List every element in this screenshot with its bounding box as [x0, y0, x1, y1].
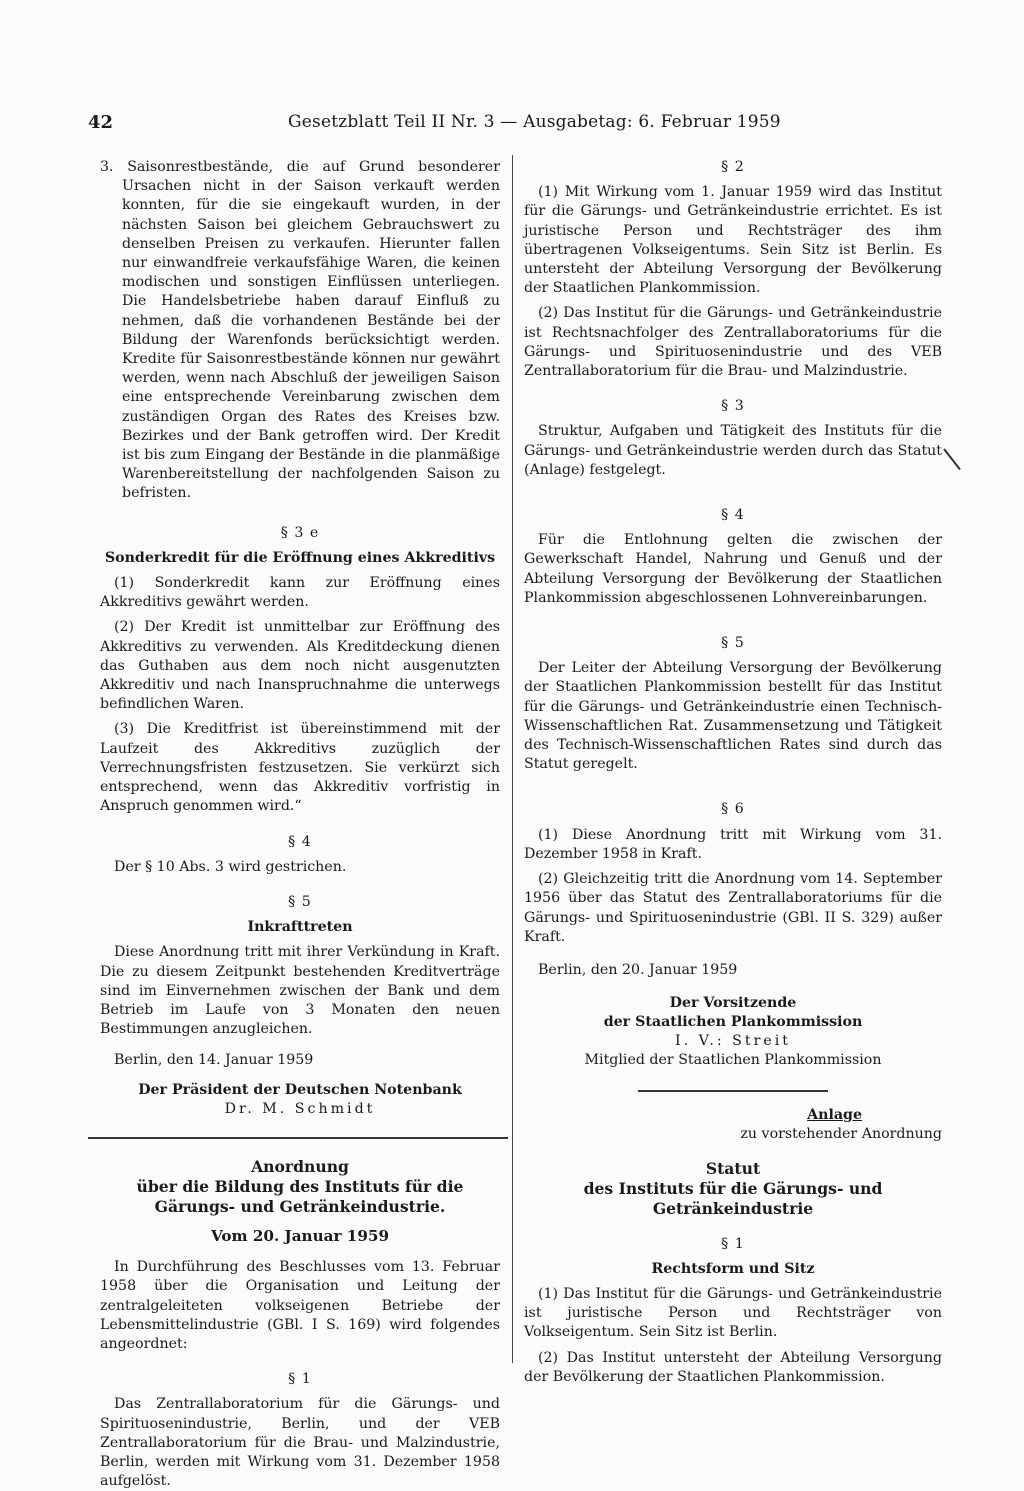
ordinance-title-line-2: über die Bildung des Instituts für die [136, 1176, 464, 1196]
section-2-heading: § 2 [721, 159, 745, 175]
statute-para-1: (1) Das Institut für die Gärungs- und Getränkeindustrie ist juristische Person und Rechtsträger von Volkseigentum. Sein Sitz ist Berlin. [524, 1285, 942, 1341]
ordinance-title-line-1: Anordnung [251, 1156, 349, 1176]
section-5-title: Inkrafttreten [247, 919, 353, 936]
ordinance-intro: In Durchführung des Beschlusses vom 13. Februar 1958 über die Organisation und Leitung der zentralgeleiteten volkseigenen Betriebe der Lebensmittelindustrie (GBl. I S. 169) wird folgendes angeordnet: [100, 1259, 500, 1352]
section-5-para: Diese Anordnung tritt mit ihrer Verkündung in Kraft. Die zu diesem Zeitpunkt bestehenden Kreditverträge sind im Einvernehmen zwischen der Bank und dem Betrieb im Laufe von 3 Monaten den neuen Bestimmungen anzugleichen. [100, 944, 500, 1038]
section-4-para: Der § 10 Abs. 3 wird gestrichen. [114, 858, 347, 875]
ordinance-date: Vom 20. Januar 1959 [210, 1226, 390, 1245]
section-3e-para-3: (3) Die Kreditfrist ist übereinstimmend mit der Laufzeit des Akkreditivs zuzüglich der Verrechnungsfristen festzusetzen. Sie verkürzt sich entsprechend, wenn das Akkreditiv vorfristig in Anspruch genommen wird.“ [100, 721, 500, 815]
statute-title-line-3: Getränkeindustrie [652, 1198, 814, 1218]
section-4-right-heading: § 4 [721, 507, 745, 524]
section-3e-title: Sonderkredit für die Eröffnung eines Akkreditivs [104, 549, 496, 566]
signer-iv: I. V.: Streit [674, 1033, 792, 1050]
page-number: 42 [88, 112, 114, 133]
annex-subtitle: zu vorstehender Anordnung [740, 1126, 942, 1143]
section-2-para-1: (1) Mit Wirkung vom 1. Januar 1959 wird das Institut für die Gärungs- und Getränkeindustrie errichtet. Es ist juristische Person und Rechtsträger des ihm übertragenen Volkseigentums. Sein Sitz ist Berlin. Es untersteht der Abteilung Versorgung der Bevölkerung der Staatlichen Plankommission. [524, 184, 942, 297]
item-3-paragraph: 3. Saisonrestbestände, die auf Grund besonderer Ursachen nicht in der Saison verkauft werden konnten, für die sie eingekauft wurden, in der nächsten Saison bei gleichem Gebrauchswert zu denselben Preisen zu verkaufen. Hierunter fallen nur einwandfreie verkaufsfähige Waren, die keinen modischen und sonstigen Einflüssen unterliegen. Die Handelsbetriebe haben darauf Einfluß zu nehmen, daß die vorhandenen Bestände bei der Bildung der Warenfonds berücksichtigt werden. Kredite für Saisonrestbestände können nur gewährt werden, wenn nach Abschluß der jeweiligen Saison eine entsprechende Vereinbarung zwischen dem zuständigen Organ des Rates des Kreises bzw. Bezirkes und der Bank getroffen wird. Der Kredit ist bis zum Eingang der Bestände in die planmäßige Warenbereitstellung der nachfolgenden Saison zu befristen. [100, 159, 500, 502]
section-6-para-2: (2) Gleichzeitig tritt die Anordnung vom 14. September 1956 über das Statut des Zentrallaboratoriums für die Gärungs- und Spirituosenindustrie (GBl. II S. 329) außer Kraft. [524, 871, 942, 945]
place-date-left: Berlin, den 14. Januar 1959 [114, 1052, 314, 1069]
section-3e-heading: § 3 e [280, 524, 320, 541]
section-2-para-2: (2) Das Institut für die Gärungs- und Getränkeindustrie ist Rechtsnachfolger des Zentrallaboratoriums für die Gärungs- und Spirituosenindustrie und des VEB Zentrallaboratorium für die Brau- und Malzindustrie. [524, 305, 942, 380]
section-4-right-para: Für die Entlohnung gelten die zwischen der Gewerkschaft Handel, Nahrung und Genuß und der Abteilung Versorgung der Bevölkerung der Staatlichen Plankommission abgeschlossenen Lohnvereinbarungen. [524, 532, 942, 606]
margin-pen-mark [943, 448, 961, 470]
column-divider [512, 155, 513, 1363]
statute-title-line-1: Statut [705, 1158, 761, 1178]
section-5-right-heading: § 5 [721, 635, 745, 652]
header-title: Gesetzblatt Teil II Nr. 3 — Ausgabetag: 6. Februar 1959 [288, 112, 781, 132]
signer-name-left: Dr. M. Schmidt [224, 1100, 376, 1117]
statute-section-1-heading: § 1 [721, 1235, 745, 1252]
ordinance-section-1-heading: § 1 [288, 1371, 312, 1388]
section-divider-rule [88, 1137, 508, 1139]
statute-section-1-title: Rechtsform und Sitz [651, 1260, 815, 1277]
annex-divider-rule [638, 1090, 828, 1092]
place-date-right: Berlin, den 20. Januar 1959 [538, 961, 738, 978]
section-3e-para-1: (1) Sonderkredit kann zur Eröffnung eines Akkreditivs gewährt werden. [100, 575, 500, 611]
section-5-right-para: Der Leiter der Abteilung Versorgung der Bevölkerung der Staatlichen Plankommission bestellt für das Institut für die Gärungs- und Getränkeindustrie einen Technisch-Wissenschaftlichen Rat. Zusammensetzung und Tätigkeit des Technisch-Wissenschaftlichen Rates sind durch das Statut geregelt. [524, 660, 942, 773]
section-5-heading: § 5 [288, 893, 312, 910]
right-column [524, 158, 942, 1387]
section-6-para-1: (1) Diese Anordnung tritt mit Wirkung vom 31. Dezember 1958 in Kraft. [524, 826, 942, 862]
page-header [88, 112, 950, 136]
signer-role: Mitglied der Staatlichen Plankommission [584, 1052, 882, 1069]
signer-title-left: Der Präsident der Deutschen Notenbank [138, 1081, 462, 1098]
section-3e-para-2: (2) Der Kredit ist unmittelbar zur Eröffnung des Akkreditivs zu verwenden. Als Kreditdeckung dienen das Guthaben aus dem noch nicht ausgenutzten Akkreditiv und nach Inanspruchnahme die unterwegs befindlichen Waren. [100, 619, 500, 713]
ordinance-section-1-para: Das Zentrallaboratorium für die Gärungs- und Spirituosenindustrie, Berlin, und der VEB Zentrallaboratorium für die Brau- und Malzindustrie, Berlin, werden mit Wirkung vom 31. Dezember 1958 aufgelöst. [100, 1396, 500, 1490]
section-3-heading: § 3 [721, 398, 745, 415]
ordinance-title-line-3: Gärungs- und Getränkeindustrie. [154, 1196, 446, 1216]
left-column [100, 158, 500, 1491]
section-4-heading: § 4 [288, 833, 312, 850]
annex-label: Anlage [807, 1107, 862, 1124]
statute-para-2: (2) Das Institut untersteht der Abteilung Versorgung der Bevölkerung der Staatlichen Plankommission. [524, 1349, 942, 1385]
signer-line-2: der Staatlichen Plankommission [603, 1014, 863, 1031]
statute-title-line-2: des Instituts für die Gärungs- und [583, 1178, 883, 1198]
section-6-heading: § 6 [721, 801, 745, 818]
signer-line-1: Der Vorsitzende [669, 995, 797, 1012]
section-3-para: Struktur, Aufgaben und Tätigkeit des Instituts für die Gärungs- und Getränkeindustrie werden durch das Statut (Anlage) festgelegt. [524, 423, 942, 478]
